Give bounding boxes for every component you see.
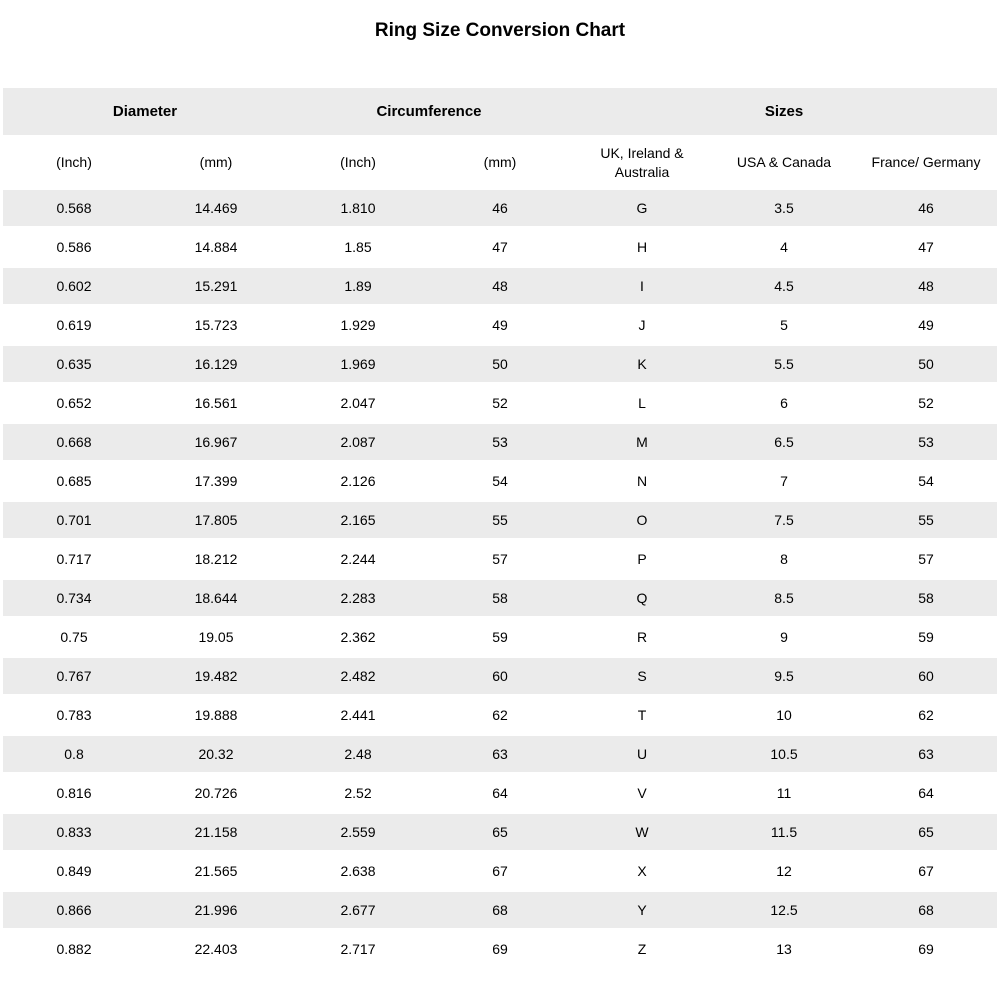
table-row	[3, 267, 997, 306]
table-cell: 48	[429, 267, 571, 306]
table-cell: O	[571, 501, 713, 540]
table-cell: 2.677	[287, 891, 429, 930]
table-cell: 4.5	[713, 267, 855, 306]
table-cell: 2.087	[287, 423, 429, 462]
column-header-cell: (Inch)	[287, 137, 429, 189]
table-cell: 52	[429, 384, 571, 423]
table-cell: 1.969	[287, 345, 429, 384]
table-cell: 21.158	[145, 813, 287, 852]
table-cell: 2.559	[287, 813, 429, 852]
table-cell: 2.638	[287, 852, 429, 891]
table-cell: 63	[429, 735, 571, 774]
table-cell: 0.602	[3, 267, 145, 306]
table-cell: 1.929	[287, 306, 429, 345]
table-cell: 58	[855, 579, 997, 618]
table-row	[3, 930, 997, 969]
page-title: Ring Size Conversion Chart	[374, 20, 626, 41]
group-header-row	[3, 88, 997, 137]
ring-size-conversion-table	[3, 88, 997, 970]
table-cell: 16.129	[145, 345, 287, 384]
table-cell: 59	[855, 618, 997, 657]
column-header-cell: USA & Canada	[713, 137, 855, 189]
table-cell: 14.469	[145, 189, 287, 228]
table-cell: 7.5	[713, 501, 855, 540]
table-cell: 10.5	[713, 735, 855, 774]
table-cell: 0.652	[3, 384, 145, 423]
table-cell: 17.399	[145, 462, 287, 501]
table-row	[3, 696, 997, 735]
table-cell: 0.685	[3, 462, 145, 501]
table-cell: Q	[571, 579, 713, 618]
table-cell: U	[571, 735, 713, 774]
table-cell: 2.283	[287, 579, 429, 618]
table-cell: 46	[855, 189, 997, 228]
table-cell: 2.441	[287, 696, 429, 735]
table-cell: 0.586	[3, 228, 145, 267]
table-cell: 4	[713, 228, 855, 267]
table-cell: 5.5	[713, 345, 855, 384]
table-cell: 21.996	[145, 891, 287, 930]
table-cell: 17.805	[145, 501, 287, 540]
table-cell: 52	[855, 384, 997, 423]
table-cell: 59	[429, 618, 571, 657]
table-cell: 54	[429, 462, 571, 501]
table-cell: 2.48	[287, 735, 429, 774]
table-row	[3, 501, 997, 540]
table-cell: M	[571, 423, 713, 462]
table-cell: 50	[855, 345, 997, 384]
table-cell: 46	[429, 189, 571, 228]
table-cell: 0.568	[3, 189, 145, 228]
table-cell: N	[571, 462, 713, 501]
table-cell: Z	[571, 930, 713, 969]
table-cell: Y	[571, 891, 713, 930]
table-cell: 2.717	[287, 930, 429, 969]
table-row	[3, 189, 997, 228]
table-cell: K	[571, 345, 713, 384]
table-cell: 0.734	[3, 579, 145, 618]
table-cell: 0.668	[3, 423, 145, 462]
table-cell: 55	[429, 501, 571, 540]
column-header-cell: France/ Germany	[855, 137, 997, 189]
table-cell: 65	[429, 813, 571, 852]
table-cell: 48	[855, 267, 997, 306]
column-header-cell: (Inch)	[3, 137, 145, 189]
table-cell: 18.644	[145, 579, 287, 618]
table-cell: 49	[855, 306, 997, 345]
table-cell: 20.32	[145, 735, 287, 774]
table-header	[3, 88, 997, 189]
table-row	[3, 891, 997, 930]
table-cell: 54	[855, 462, 997, 501]
table-cell: 69	[429, 930, 571, 969]
table-cell: 5	[713, 306, 855, 345]
table-cell: V	[571, 774, 713, 813]
table-row	[3, 384, 997, 423]
table-cell: 65	[855, 813, 997, 852]
table-cell: X	[571, 852, 713, 891]
table-cell: 16.967	[145, 423, 287, 462]
table-cell: 15.723	[145, 306, 287, 345]
table-cell: T	[571, 696, 713, 735]
table-cell: 19.05	[145, 618, 287, 657]
table-cell: 0.701	[3, 501, 145, 540]
table-cell: 14.884	[145, 228, 287, 267]
table-cell: 58	[429, 579, 571, 618]
table-row	[3, 462, 997, 501]
table-cell: 2.362	[287, 618, 429, 657]
table-cell: W	[571, 813, 713, 852]
table-cell: 19.888	[145, 696, 287, 735]
table-cell: 13	[713, 930, 855, 969]
table-cell: 50	[429, 345, 571, 384]
table-cell: 8	[713, 540, 855, 579]
table-cell: 0.75	[3, 618, 145, 657]
table-cell: 68	[429, 891, 571, 930]
table-cell: 12.5	[713, 891, 855, 930]
table-row	[3, 306, 997, 345]
table-cell: 0.717	[3, 540, 145, 579]
table-cell: 47	[429, 228, 571, 267]
table-cell: 2.047	[287, 384, 429, 423]
table-cell: 69	[855, 930, 997, 969]
table-cell: 0.833	[3, 813, 145, 852]
table-cell: 19.482	[145, 657, 287, 696]
table-row	[3, 228, 997, 267]
table-row	[3, 852, 997, 891]
table-cell: 57	[429, 540, 571, 579]
table-row	[3, 735, 997, 774]
table-cell: 0.849	[3, 852, 145, 891]
table-row	[3, 618, 997, 657]
table-cell: G	[571, 189, 713, 228]
table-cell: 0.866	[3, 891, 145, 930]
table-cell: 67	[855, 852, 997, 891]
table-cell: 60	[429, 657, 571, 696]
table-cell: 12	[713, 852, 855, 891]
table-cell: H	[571, 228, 713, 267]
column-header-cell: (mm)	[145, 137, 287, 189]
table-cell: 2.482	[287, 657, 429, 696]
table-cell: 2.165	[287, 501, 429, 540]
table-row	[3, 657, 997, 696]
column-header-cell: (mm)	[429, 137, 571, 189]
table-cell: 0.816	[3, 774, 145, 813]
table-cell: 18.212	[145, 540, 287, 579]
table-cell: 7	[713, 462, 855, 501]
table-cell: 60	[855, 657, 997, 696]
table-cell: 0.8	[3, 735, 145, 774]
table-cell: 49	[429, 306, 571, 345]
group-header-cell: Diameter	[3, 88, 287, 137]
group-header-cell: Sizes	[571, 88, 997, 137]
table-row	[3, 774, 997, 813]
group-header-cell: Circumference	[287, 88, 571, 137]
column-header-row	[3, 137, 997, 189]
table-cell: 1.85	[287, 228, 429, 267]
table-cell: P	[571, 540, 713, 579]
table-cell: 1.810	[287, 189, 429, 228]
table-cell: 15.291	[145, 267, 287, 306]
table-cell: 9.5	[713, 657, 855, 696]
table-cell: 64	[429, 774, 571, 813]
column-header-cell: UK, Ireland & Australia	[571, 137, 713, 189]
table-cell: 11.5	[713, 813, 855, 852]
table-row	[3, 345, 997, 384]
table-body	[3, 189, 997, 969]
table-cell: S	[571, 657, 713, 696]
table-cell: 2.126	[287, 462, 429, 501]
table-cell: 0.882	[3, 930, 145, 969]
table-cell: 68	[855, 891, 997, 930]
table-row	[3, 423, 997, 462]
table-cell: 11	[713, 774, 855, 813]
table-cell: 9	[713, 618, 855, 657]
table-cell: 57	[855, 540, 997, 579]
table-cell: 3.5	[713, 189, 855, 228]
table-cell: 2.52	[287, 774, 429, 813]
table-cell: 53	[429, 423, 571, 462]
table-cell: 63	[855, 735, 997, 774]
table-row	[3, 579, 997, 618]
table-cell: 6	[713, 384, 855, 423]
table-cell: 6.5	[713, 423, 855, 462]
table-cell: 10	[713, 696, 855, 735]
table-cell: 22.403	[145, 930, 287, 969]
table-cell: 67	[429, 852, 571, 891]
table-cell: 55	[855, 501, 997, 540]
table-cell: 0.767	[3, 657, 145, 696]
table-cell: J	[571, 306, 713, 345]
table-cell: 0.635	[3, 345, 145, 384]
table-cell: 64	[855, 774, 997, 813]
table-cell: 21.565	[145, 852, 287, 891]
table-cell: R	[571, 618, 713, 657]
table-cell: 20.726	[145, 774, 287, 813]
table-cell: 1.89	[287, 267, 429, 306]
table-row	[3, 540, 997, 579]
table-cell: 16.561	[145, 384, 287, 423]
table-cell: 8.5	[713, 579, 855, 618]
table-row	[3, 813, 997, 852]
table-cell: L	[571, 384, 713, 423]
table-cell: I	[571, 267, 713, 306]
table-cell: 2.244	[287, 540, 429, 579]
table-cell: 0.783	[3, 696, 145, 735]
table-cell: 47	[855, 228, 997, 267]
table-cell: 62	[429, 696, 571, 735]
table-cell: 53	[855, 423, 997, 462]
table-cell: 62	[855, 696, 997, 735]
table-cell: 0.619	[3, 306, 145, 345]
